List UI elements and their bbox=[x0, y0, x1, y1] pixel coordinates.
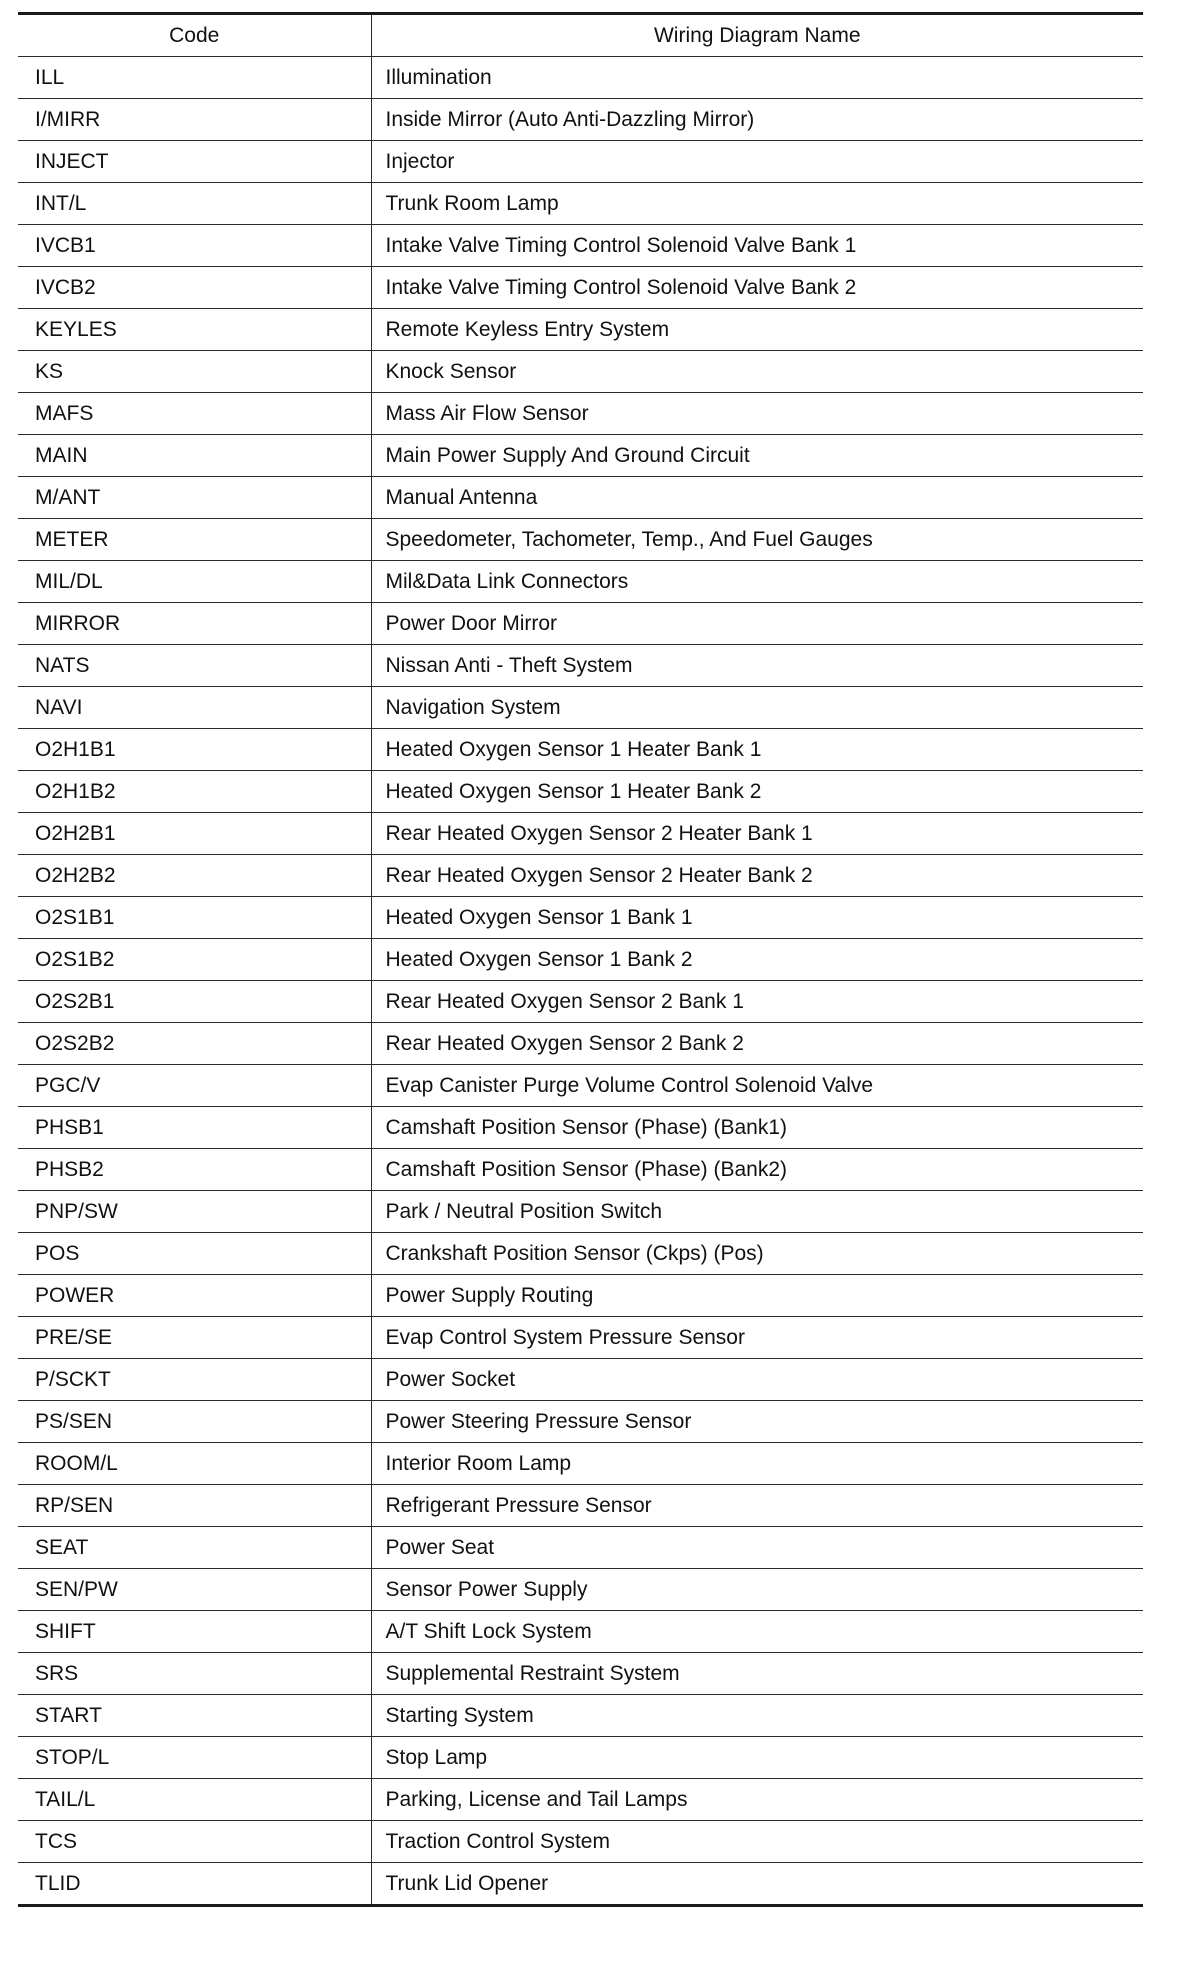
table-row bbox=[18, 1485, 1143, 1527]
table-row bbox=[18, 897, 1143, 939]
wiring-diagram-name-cell: Intake Valve Timing Control Solenoid Valve Bank 2 bbox=[371, 267, 1143, 309]
code-cell: PS/SEN bbox=[18, 1401, 371, 1443]
code-cell: PHSB1 bbox=[18, 1107, 371, 1149]
code-cell: PGC/V bbox=[18, 1065, 371, 1107]
code-cell: RP/SEN bbox=[18, 1485, 371, 1527]
code-cell: KS bbox=[18, 351, 371, 393]
table-row bbox=[18, 561, 1143, 603]
table-row bbox=[18, 1527, 1143, 1569]
table-row bbox=[18, 183, 1143, 225]
wiring-diagram-name-cell: Camshaft Position Sensor (Phase) (Bank1) bbox=[371, 1107, 1143, 1149]
table-row bbox=[18, 477, 1143, 519]
code-cell: POS bbox=[18, 1233, 371, 1275]
table-row bbox=[18, 519, 1143, 561]
table-row bbox=[18, 1023, 1143, 1065]
code-cell: O2H1B2 bbox=[18, 771, 371, 813]
wiring-diagram-name-cell: Interior Room Lamp bbox=[371, 1443, 1143, 1485]
wiring-diagram-name-cell: Heated Oxygen Sensor 1 Bank 1 bbox=[371, 897, 1143, 939]
table-row bbox=[18, 645, 1143, 687]
wiring-diagram-name-cell: Park / Neutral Position Switch bbox=[371, 1191, 1143, 1233]
code-cell: MIRROR bbox=[18, 603, 371, 645]
table-row bbox=[18, 267, 1143, 309]
wiring-diagram-table bbox=[18, 15, 1143, 1904]
table-row bbox=[18, 729, 1143, 771]
table-row bbox=[18, 813, 1143, 855]
table-row bbox=[18, 393, 1143, 435]
table-row bbox=[18, 981, 1143, 1023]
wiring-diagram-table-container bbox=[18, 12, 1143, 1907]
code-cell: IVCB1 bbox=[18, 225, 371, 267]
code-cell: P/SCKT bbox=[18, 1359, 371, 1401]
code-cell: INT/L bbox=[18, 183, 371, 225]
table-row bbox=[18, 603, 1143, 645]
code-cell: TAIL/L bbox=[18, 1779, 371, 1821]
table-row bbox=[18, 1149, 1143, 1191]
wiring-diagram-name-cell: Power Door Mirror bbox=[371, 603, 1143, 645]
wiring-diagram-name-cell: Remote Keyless Entry System bbox=[371, 309, 1143, 351]
table-row bbox=[18, 99, 1143, 141]
wiring-diagram-name-cell: Evap Control System Pressure Sensor bbox=[371, 1317, 1143, 1359]
code-cell: INJECT bbox=[18, 141, 371, 183]
table-row bbox=[18, 435, 1143, 477]
wiring-diagram-name-cell: Traction Control System bbox=[371, 1821, 1143, 1863]
wiring-diagram-name-cell: Refrigerant Pressure Sensor bbox=[371, 1485, 1143, 1527]
wiring-diagram-name-cell: Navigation System bbox=[371, 687, 1143, 729]
wiring-diagram-name-cell: Mil&Data Link Connectors bbox=[371, 561, 1143, 603]
wiring-diagram-name-cell: Manual Antenna bbox=[371, 477, 1143, 519]
wiring-diagram-name-cell: Rear Heated Oxygen Sensor 2 Bank 1 bbox=[371, 981, 1143, 1023]
code-cell: SHIFT bbox=[18, 1611, 371, 1653]
code-cell: POWER bbox=[18, 1275, 371, 1317]
wiring-diagram-name-cell: Heated Oxygen Sensor 1 Heater Bank 2 bbox=[371, 771, 1143, 813]
wiring-diagram-name-cell: Power Socket bbox=[371, 1359, 1143, 1401]
wiring-diagram-name-cell: Heated Oxygen Sensor 1 Bank 2 bbox=[371, 939, 1143, 981]
wiring-diagram-name-cell: Inside Mirror (Auto Anti-Dazzling Mirror) bbox=[371, 99, 1143, 141]
code-cell: PRE/SE bbox=[18, 1317, 371, 1359]
wiring-diagram-name-cell: Injector bbox=[371, 141, 1143, 183]
code-cell: START bbox=[18, 1695, 371, 1737]
wiring-diagram-name-cell: Power Supply Routing bbox=[371, 1275, 1143, 1317]
table-row bbox=[18, 309, 1143, 351]
wiring-diagram-name-cell: Parking, License and Tail Lamps bbox=[371, 1779, 1143, 1821]
wiring-diagram-name-cell: Rear Heated Oxygen Sensor 2 Heater Bank 2 bbox=[371, 855, 1143, 897]
wiring-diagram-name-cell: Camshaft Position Sensor (Phase) (Bank2) bbox=[371, 1149, 1143, 1191]
table-row bbox=[18, 57, 1143, 99]
table-body bbox=[18, 57, 1143, 1905]
wiring-diagram-name-cell: A/T Shift Lock System bbox=[371, 1611, 1143, 1653]
wiring-diagram-name-cell: Main Power Supply And Ground Circuit bbox=[371, 435, 1143, 477]
wiring-diagram-name-cell: Mass Air Flow Sensor bbox=[371, 393, 1143, 435]
table-row bbox=[18, 1065, 1143, 1107]
table-row bbox=[18, 1569, 1143, 1611]
table-row bbox=[18, 939, 1143, 981]
code-cell: O2H1B1 bbox=[18, 729, 371, 771]
table-row bbox=[18, 1401, 1143, 1443]
wiring-diagram-name-cell: Nissan Anti - Theft System bbox=[371, 645, 1143, 687]
table-row bbox=[18, 1317, 1143, 1359]
code-cell: O2S2B1 bbox=[18, 981, 371, 1023]
code-cell: TCS bbox=[18, 1821, 371, 1863]
table-row bbox=[18, 1779, 1143, 1821]
wiring-diagram-name-cell: Speedometer, Tachometer, Temp., And Fuel Gauges bbox=[371, 519, 1143, 561]
code-cell: MIL/DL bbox=[18, 561, 371, 603]
table-row bbox=[18, 225, 1143, 267]
table-row bbox=[18, 351, 1143, 393]
table-row bbox=[18, 771, 1143, 813]
code-cell: NAVI bbox=[18, 687, 371, 729]
code-cell: MAFS bbox=[18, 393, 371, 435]
table-row bbox=[18, 1107, 1143, 1149]
wiring-diagram-name-cell: Heated Oxygen Sensor 1 Heater Bank 1 bbox=[371, 729, 1143, 771]
code-cell: M/ANT bbox=[18, 477, 371, 519]
wiring-diagram-name-cell: Sensor Power Supply bbox=[371, 1569, 1143, 1611]
code-cell: METER bbox=[18, 519, 371, 561]
code-cell: IVCB2 bbox=[18, 267, 371, 309]
wiring-diagram-name-cell: Starting System bbox=[371, 1695, 1143, 1737]
wiring-diagram-name-cell: Knock Sensor bbox=[371, 351, 1143, 393]
code-cell: TLID bbox=[18, 1863, 371, 1905]
wiring-diagram-name-cell: Evap Canister Purge Volume Control Solenoid Valve bbox=[371, 1065, 1143, 1107]
table-row bbox=[18, 1737, 1143, 1779]
table-row bbox=[18, 687, 1143, 729]
wiring-diagram-name-cell: Rear Heated Oxygen Sensor 2 Bank 2 bbox=[371, 1023, 1143, 1065]
code-cell: O2H2B2 bbox=[18, 855, 371, 897]
code-cell: NATS bbox=[18, 645, 371, 687]
wiring-diagram-name-column-header: Wiring Diagram Name bbox=[371, 15, 1143, 57]
table-row bbox=[18, 1443, 1143, 1485]
wiring-diagram-name-cell: Power Steering Pressure Sensor bbox=[371, 1401, 1143, 1443]
table-row bbox=[18, 141, 1143, 183]
table-row bbox=[18, 1191, 1143, 1233]
wiring-diagram-name-cell: Rear Heated Oxygen Sensor 2 Heater Bank 1 bbox=[371, 813, 1143, 855]
table-row bbox=[18, 1821, 1143, 1863]
code-cell: O2S1B2 bbox=[18, 939, 371, 981]
wiring-diagram-name-cell: Trunk Room Lamp bbox=[371, 183, 1143, 225]
code-cell: O2H2B1 bbox=[18, 813, 371, 855]
wiring-diagram-name-cell: Trunk Lid Opener bbox=[385, 1872, 549, 1895]
table-row bbox=[18, 1275, 1143, 1317]
wiring-diagram-name-cell: Intake Valve Timing Control Solenoid Valve Bank 1 bbox=[371, 225, 1143, 267]
table-row bbox=[18, 1863, 1143, 1905]
code-cell: ROOM/L bbox=[18, 1443, 371, 1485]
code-cell: SRS bbox=[18, 1653, 371, 1695]
table-row bbox=[18, 1653, 1143, 1695]
code-cell: PHSB2 bbox=[18, 1149, 371, 1191]
code-cell: KEYLES bbox=[18, 309, 371, 351]
table-row bbox=[18, 855, 1143, 897]
code-cell: I/MIRR bbox=[18, 99, 371, 141]
code-cell: SEN/PW bbox=[18, 1569, 371, 1611]
wiring-diagram-name-cell: Power Seat bbox=[371, 1527, 1143, 1569]
wiring-diagram-name-cell: Supplemental Restraint System bbox=[371, 1653, 1143, 1695]
code-cell: O2S2B2 bbox=[18, 1023, 371, 1065]
code-cell: O2S1B1 bbox=[18, 897, 371, 939]
code-cell: PNP/SW bbox=[18, 1191, 371, 1233]
wiring-diagram-name-cell: Illumination bbox=[371, 57, 1143, 99]
code-cell: STOP/L bbox=[18, 1737, 371, 1779]
code-cell: MAIN bbox=[18, 435, 371, 477]
code-cell: ILL bbox=[18, 57, 371, 99]
code-column-header: Code bbox=[18, 15, 371, 57]
wiring-diagram-name-cell: Stop Lamp bbox=[371, 1737, 1143, 1779]
table-row bbox=[18, 1359, 1143, 1401]
table-header-row bbox=[18, 15, 1143, 57]
code-cell: SEAT bbox=[18, 1527, 371, 1569]
table-row bbox=[18, 1695, 1143, 1737]
wiring-diagram-name-cell: Crankshaft Position Sensor (Ckps) (Pos) bbox=[371, 1233, 1143, 1275]
table-row bbox=[18, 1611, 1143, 1653]
table-row bbox=[18, 1233, 1143, 1275]
